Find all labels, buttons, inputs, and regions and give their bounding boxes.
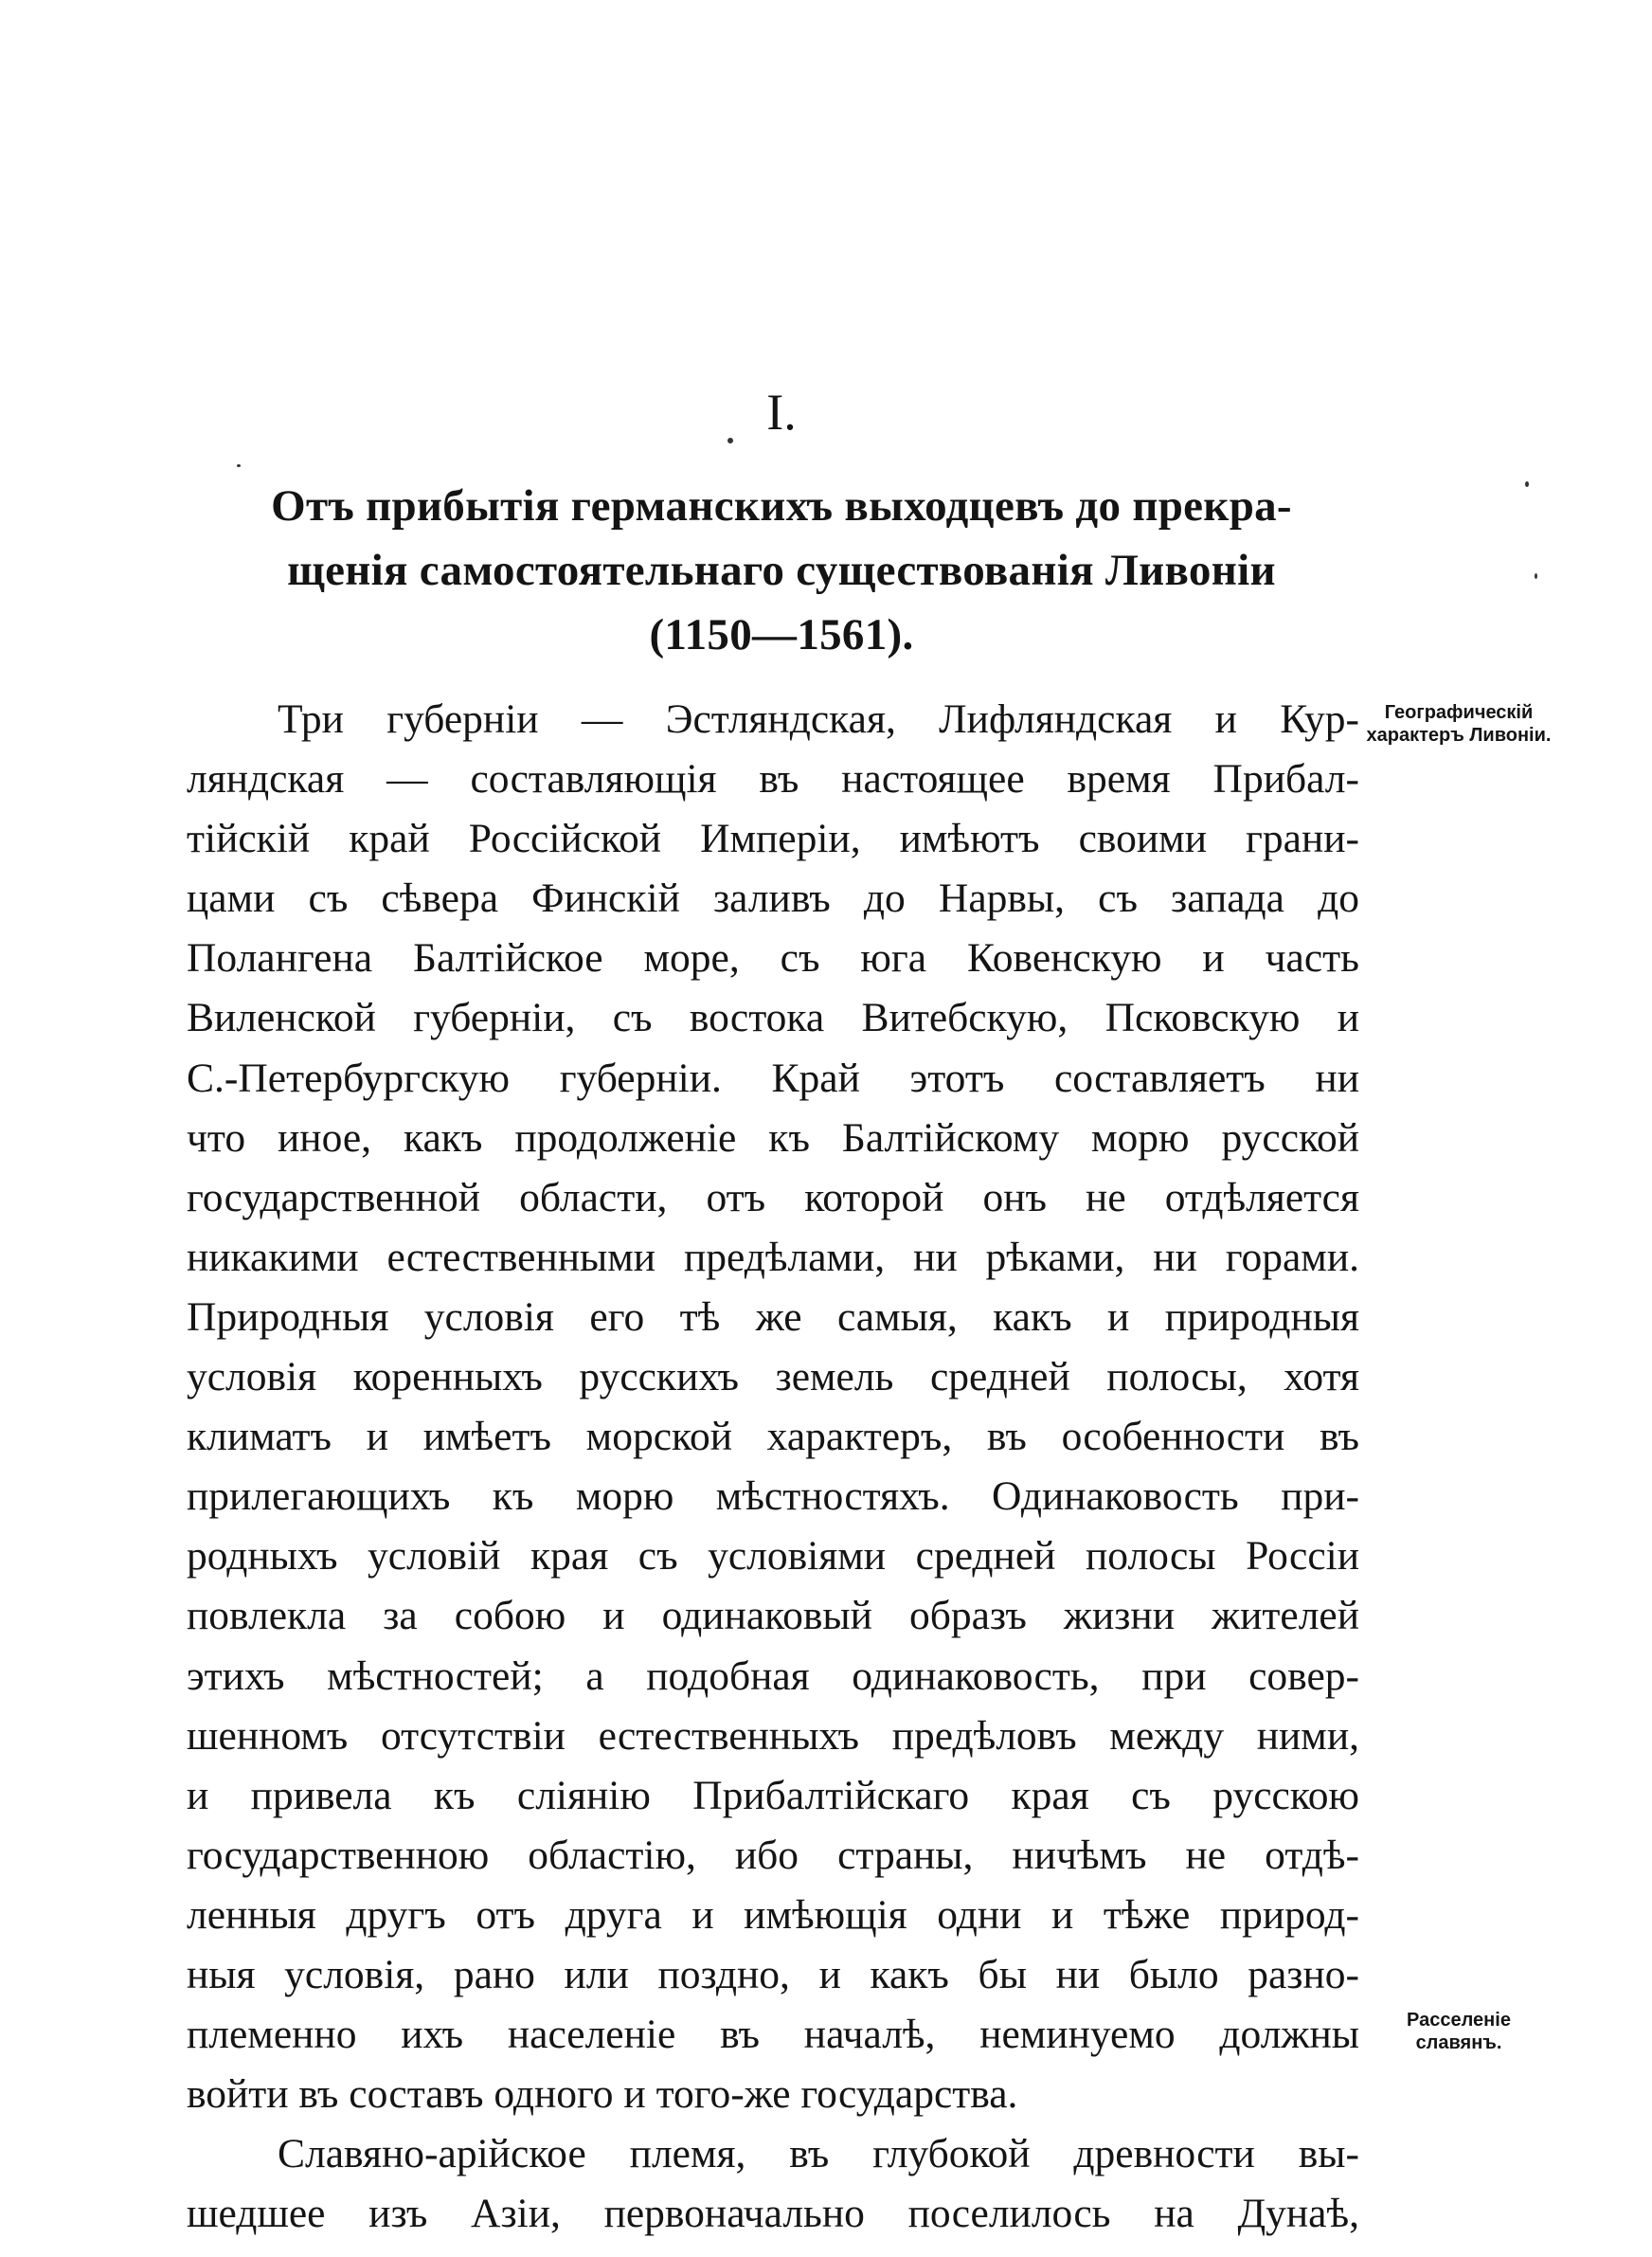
text-line: Три губерніи — Эстляндская, Лифляндская и Кур- bbox=[278, 696, 1359, 742]
chapter-title-line: щенія самостоятельнаго существованія Ливоніи bbox=[287, 546, 1276, 595]
text-line: повлекла за собою и одинаковый образъ жизни жителей bbox=[187, 1593, 1359, 1639]
text-line: условія коренныхъ русскихъ земель средней полосы, хотя bbox=[187, 1354, 1359, 1400]
text-line: государственною областію, ибо страны, ничѣмъ не отдѣ- bbox=[187, 1832, 1359, 1878]
body-text bbox=[187, 690, 1359, 2244]
text-line: что иное, какъ продолженіе къ Балтійскому морю русской bbox=[187, 1114, 1359, 1161]
chapter-title-line: Отъ прибытія германскихъ выходцевъ до прекра- bbox=[271, 481, 1292, 531]
text-line: войти въ составъ одного и того-же государства. bbox=[187, 2071, 1018, 2118]
text-line: Полангена Балтійское море, съ юга Ковенскую и часть bbox=[187, 935, 1359, 982]
text-line: родныхъ условій края съ условіями средней полосы Россіи bbox=[187, 1533, 1359, 1580]
text-line: цами съ сѣвера Финскій заливъ до Нарвы, съ запада до bbox=[187, 876, 1359, 922]
text-line: тійскій край Россійской Имперіи, имѣютъ своими грани- bbox=[187, 816, 1359, 862]
text-line: ленныя другъ отъ друга и имѣющія одни и тѣже природ- bbox=[187, 1891, 1359, 1938]
chapter-title-line: (1150—1561). bbox=[649, 610, 914, 659]
scan-speck bbox=[727, 438, 733, 443]
text-line: прилегающихъ къ морю мѣстностяхъ. Одинаковость при- bbox=[187, 1473, 1359, 1520]
scan-speck bbox=[1525, 481, 1529, 487]
text-line: ляндская — составляющія въ настоящее время Прибал- bbox=[187, 756, 1359, 803]
text-line: этихъ мѣстностей; а подобная одинаковость, при совер- bbox=[187, 1652, 1359, 1699]
text-line: Виленской губерніи, съ востока Витебскую, Псковскую и bbox=[187, 995, 1359, 1041]
chapter-title bbox=[185, 474, 1378, 667]
chapter-number: I. bbox=[766, 384, 797, 441]
text-line: Природныя условія его тѣ же самыя, какъ и природныя bbox=[187, 1293, 1359, 1340]
margin-note-geography: Географическій характеръ Ливоніи. bbox=[1366, 702, 1552, 746]
scan-speck bbox=[1535, 573, 1537, 579]
text-line: климатъ и имѣетъ морской характеръ, въ особенности въ bbox=[187, 1414, 1359, 1460]
text-line: государственной области, отъ которой онъ не отдѣляется bbox=[187, 1174, 1359, 1220]
text-line: и привела къ слiянію Прибалтійскаго края съ русскою bbox=[187, 1772, 1359, 1818]
text-line: С.-Петербургскую губерніи. Край этотъ составляетъ ни bbox=[187, 1055, 1359, 1101]
text-line: никакими естественными предѣлами, ни рѣками, ни горами. bbox=[187, 1234, 1359, 1280]
text-line: шедшее изъ Азіи, первоначально поселилось на Дунаѣ, bbox=[187, 2191, 1359, 2237]
text-line: шенномъ отсутствіи естественныхъ предѣловъ между ними, bbox=[187, 1712, 1359, 1759]
text-line: Славяно-арійское племя, въ глубокой древности вы- bbox=[278, 2131, 1359, 2177]
text-line: ныя условія, рано или поздно, и какъ бы ни было разно- bbox=[187, 1951, 1359, 1997]
text-line: племенно ихъ населеніе въ началѣ, неминуемо должны bbox=[187, 2012, 1359, 2058]
margin-note-slavs: Расселеніе славянъ. bbox=[1407, 2010, 1511, 2053]
scan-speck bbox=[237, 464, 241, 467]
